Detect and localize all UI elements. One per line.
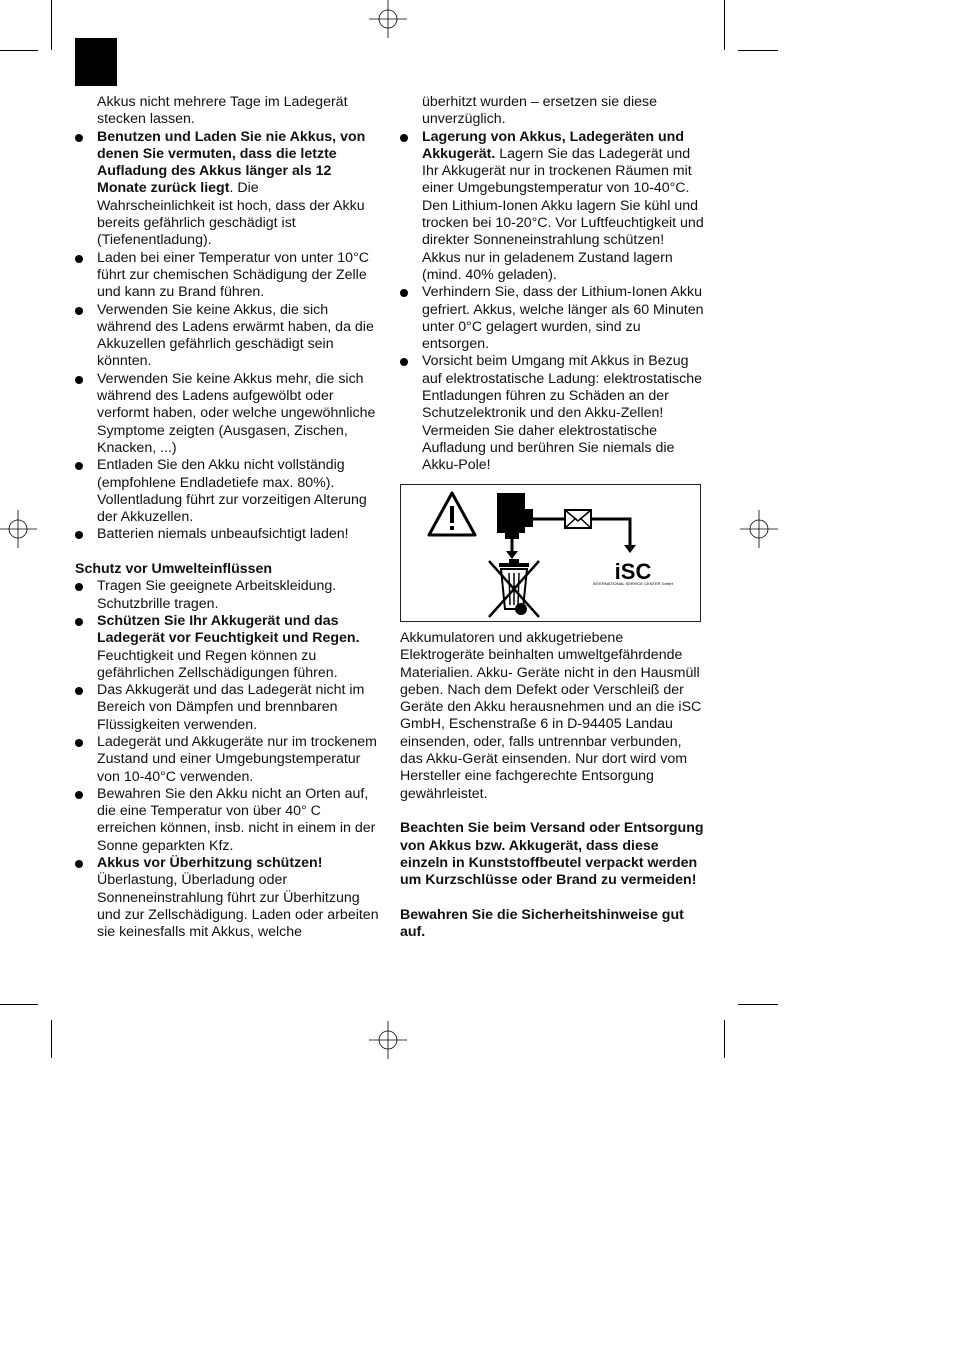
crop-mark [51, 1020, 52, 1058]
list-item: Laden bei einer Temperatur von unter 10°C führt zur chemischen Schädigung der Zelle und kann zu Brand führen. [75, 250, 380, 302]
bullet-icon [75, 860, 83, 868]
list-item: Verwenden Sie keine Akkus, die sich während des Ladens erwärmt haben, da die Akkuzellen gefährlich geschädigt sein könnten. [75, 302, 380, 371]
disposal-diagram [400, 484, 701, 622]
bullet-icon [400, 358, 408, 366]
list-item: Das Akkugerät und das Ladegerät nicht im Bereich von Dämpfen und brennbaren Flüssigkeiten verwenden. [75, 682, 380, 734]
list-item: Entladen Sie den Akku nicht vollständig (empfohlene Endladetiefe max. 80%). Vollentladung führt zur vorzeitigen Alterung der Akkuzellen. [75, 457, 380, 526]
bullet-icon [400, 289, 408, 297]
isc-logo [593, 559, 673, 586]
registration-mark-icon [369, 1021, 407, 1059]
crop-mark [738, 1004, 778, 1005]
bullet-icon [75, 462, 83, 470]
bullet-icon [75, 791, 83, 799]
disposal-diagram-graphic [401, 485, 702, 623]
continuation-text: überhitzt wurden – ersetzen sie diese unverzüglich. [422, 94, 658, 128]
left-column [75, 94, 380, 942]
isc-logo-text: iSC [614, 559, 652, 584]
crop-mark [724, 1020, 725, 1058]
envelope-icon [565, 510, 591, 528]
bullet-icon [75, 255, 83, 263]
battery-safety-list [75, 129, 380, 544]
list-item: Verwenden Sie keine Akkus mehr, die sich während des Ladens aufgewölbt oder verformt haben, oder welche ungewöhnliche Symptome zeigten (Ausgasen, Zischen, Knacken, ...) [75, 371, 380, 457]
bullet-icon [75, 531, 83, 539]
list-item: Schützen Sie Ihr Akkugerät und das Ladegerät vor Feuchtigkeit und Regen. Feuchtigkeit und Regen können zu gefährlichen Zellschädigungen führen. [75, 613, 380, 682]
bullet-icon [400, 134, 408, 142]
registration-mark-icon [0, 510, 37, 548]
bullet-icon [75, 376, 83, 384]
disposal-paragraph: Akkumulatoren und akkugetriebene Elektrogeräte beinhalten umweltgefährdende Materialien. Akku- Geräte nicht in den Hausmüll geben. Nach dem Defekt oder Verschleiß der Geräte den Akku herausnehmen und an die iSC GmbH, Eschenstraße 6 in D-94405 Landau einsenden, oder, falls untrennbar verbunden, das Akku-Gerät einsenden. Nur dort wird vom Hersteller eine fachgerechte Entsorgung gewährleistet. [400, 630, 702, 802]
list-item: Batterien niemals unbeaufsichtigt laden! [75, 526, 380, 543]
language-tab-marker [75, 38, 117, 86]
continuation-text: Akkus nicht mehrere Tage im Ladegerät stecken lassen. [97, 94, 348, 128]
battery-pack-icon [497, 493, 533, 539]
shipping-note: Beachten Sie beim Versand oder Entsorgung von Akkus bzw. Akkugerät, dass diese einzeln in Kunststoffbeutel verpackt werden um Kurzschlüsse oder Brand zu vermeiden! [400, 820, 704, 889]
environment-protection-list [75, 578, 380, 941]
list-item: Bewahren Sie den Akku nicht an Orten auf, die eine Temperatur von über 40° C erreichen können, insb. nicht in einem in der Sonne geparkten Kfz. [75, 786, 380, 855]
storage-safety-list [400, 129, 705, 475]
crop-mark [724, 0, 725, 50]
crossed-out-bin-icon [489, 559, 539, 617]
list-item: Benutzen und Laden Sie nie Akkus, von denen Sie vermuten, dass die letzte Aufladung des Akkus länger als 12 Monate zurück liegt. Die Wahrscheinlichkeit ist hoch, dass der Akku bereits gefährlich geschädigt ist (Tiefenentladung). [75, 129, 380, 250]
list-item: Verhindern Sie, dass der Lithium-Ionen Akku gefriert. Akkus, welche länger als 60 Minuten unter 0°C gelagert wurden, sind zu entsorgen. [400, 284, 705, 353]
list-item: Ladegerät und Akkugeräte nur im trockenem Zustand und einer Umgebungstemperatur von 10-40°C verwenden. [75, 734, 380, 786]
list-item: Vorsicht beim Umgang mit Akkus in Bezug auf elektrostatische Ladung: elektrostatische Entladungen führen zu Schäden an der Schutzelektronik und den Akku-Zellen! Vermeiden Sie daher elektrostatische Aufladung und berühren Sie niemals die Akku-Pole! [400, 353, 705, 474]
warning-triangle-icon [429, 493, 475, 535]
crop-mark [0, 1004, 38, 1005]
list-item: Akkus vor Überhitzung schützen! Überlastung, Überladung oder Sonneneinstrahlung führt zur Überhitzung und zur Zellschädigung. Laden oder arbeiten sie keinesfalls mit Akkus, welche [75, 855, 380, 941]
list-item: Tragen Sie geeignete Arbeitskleidung. Schutzbrille tragen. [75, 578, 380, 613]
bullet-icon [75, 134, 83, 142]
bullet-icon [75, 687, 83, 695]
crop-mark [738, 50, 778, 51]
crop-mark [51, 0, 52, 50]
keep-instructions-note: Bewahren Sie die Sicherheitshinweise gut auf. [400, 906, 684, 941]
disposal-section [400, 630, 705, 941]
bullet-icon [75, 618, 83, 626]
isc-logo-subtext: INTERNATIONAL SERVICE CENTER GmbH [592, 581, 674, 586]
section-heading: Schutz vor Umwelteinflüssen [75, 561, 273, 578]
registration-mark-icon [740, 510, 778, 548]
bullet-icon [75, 307, 83, 315]
bullet-icon [75, 583, 83, 591]
registration-mark-icon [369, 0, 407, 38]
list-item: Lagerung von Akkus, Ladegeräten und Akkugerät. Lagern Sie das Ladegerät und Ihr Akkugerät nur in trockenen Räumen mit einer Umgebungstemperatur von 10-40°C. Den Lithium-Ionen Akku lagern Sie kühl und trocken bei 10-20°C. Vor Luftfeuchtigkeit und direkter Sonneneinstrahlung schützen! Akkus nur in geladenem Zustand lagern (mind. 40% geladen). [400, 129, 705, 285]
right-column [400, 94, 705, 475]
crop-mark [0, 50, 38, 51]
bullet-icon [75, 739, 83, 747]
